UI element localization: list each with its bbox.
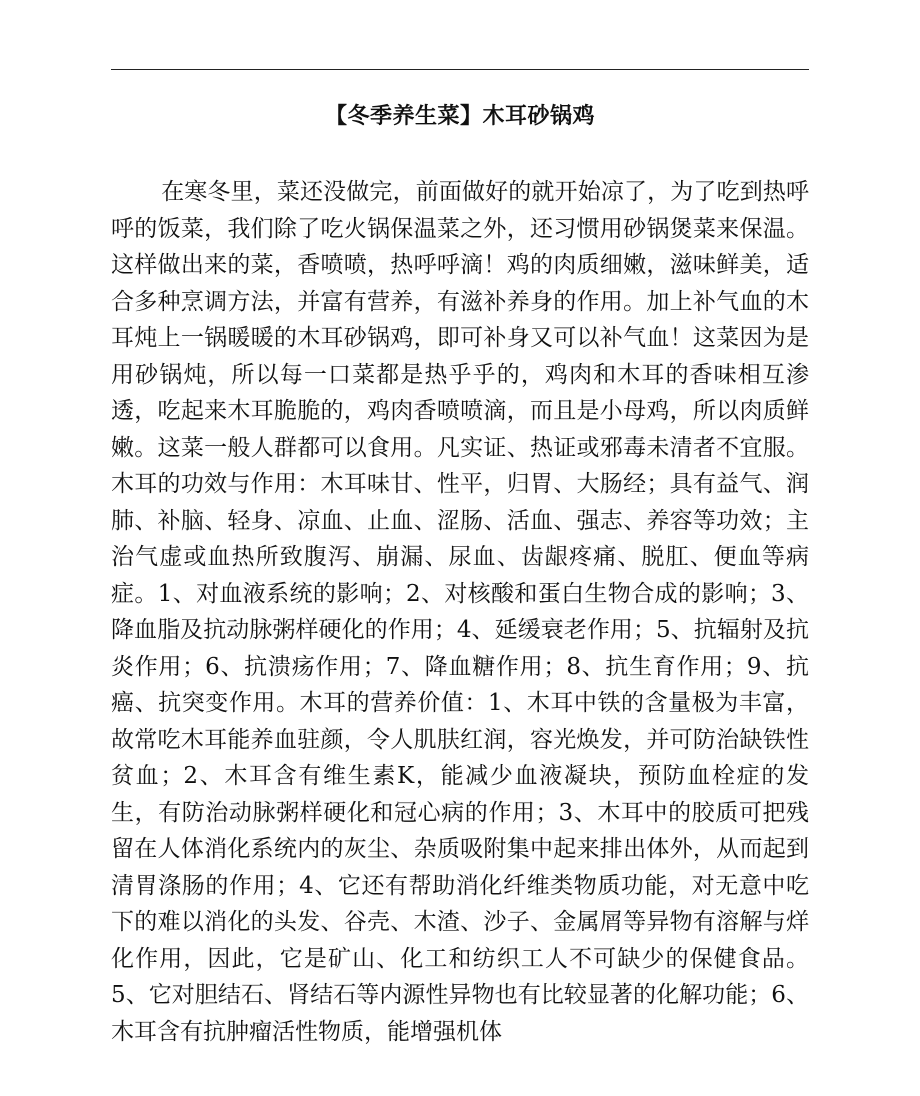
body-paragraph	[111, 174, 809, 1050]
header-rule	[111, 69, 809, 70]
document-title: 【冬季养生菜】木耳砂锅鸡	[324, 103, 595, 129]
body-text: 在寒冬里，菜还没做完，前面做好的就开始凉了，为了吃到热呼呼的饭菜，我们除了吃火锅保温菜之外，还习惯用砂锅煲菜来保温。这样做出来的菜，香喷喷，热呼呼滴！鸡的肉质细嫩，滋味鲜美，适合多种烹调方法，并富有营养，有滋补养身的作用。加上补气血的木耳炖上一锅暖暖的木耳砂锅鸡，即可补身又可以补气血！这菜因为是用砂锅炖，所以每一口菜都是热乎乎的，鸡肉和木耳的香味相互渗透，吃起来木耳脆脆的，鸡肉香喷喷滴，而且是小母鸡，所以肉质鲜嫩。这菜一般人群都可以食用。凡实证、热证或邪毒未清者不宜服。木耳的功效与作用：木耳味甘、性平，归胃、大肠经；具有益气、润肺、补脑、轻身、凉血、止血、涩肠、活血、强志、养容等功效；主治气虚或血热所致腹泻、崩漏、尿血、齿龈疼痛、脱肛、便血等病症。1、对血液系统的影响；2、对核酸和蛋白生物合成的影响；3、降血脂及抗动脉粥样硬化的作用；4、延缓衰老作用；5、抗辐射及抗炎作用；6、抗溃疡作用；7、降血糖作用；8、抗生育作用；9、抗癌、抗突变作用。木耳的营养价值：1、木耳中铁的含量极为丰富，故常吃木耳能养血驻颜，令人肌肤红润，容光焕发，并可防治缺铁性贫血；2、木耳含有维生素K，能减少血液凝块，预防血栓症的发生，有防治动脉粥样硬化和冠心病的作用；3、木耳中的胶质可把残留在人体消化系统内的灰尘、杂质吸附集中起来排出体外，从而起到清胃涤肠的作用；4、它还有帮助消化纤维类物质功能，对无意中吃下的难以消化的头发、谷壳、木渣、沙子、金属屑等异物有溶解与烊化作用，因此，它是矿山、化工和纺织工人不可缺少的保健食品。5、它对胆结石、肾结石等内源性异物也有比较显著的化解功能；6、木耳含有抗肿瘤活性物质，能增强机体	[111, 179, 809, 1045]
